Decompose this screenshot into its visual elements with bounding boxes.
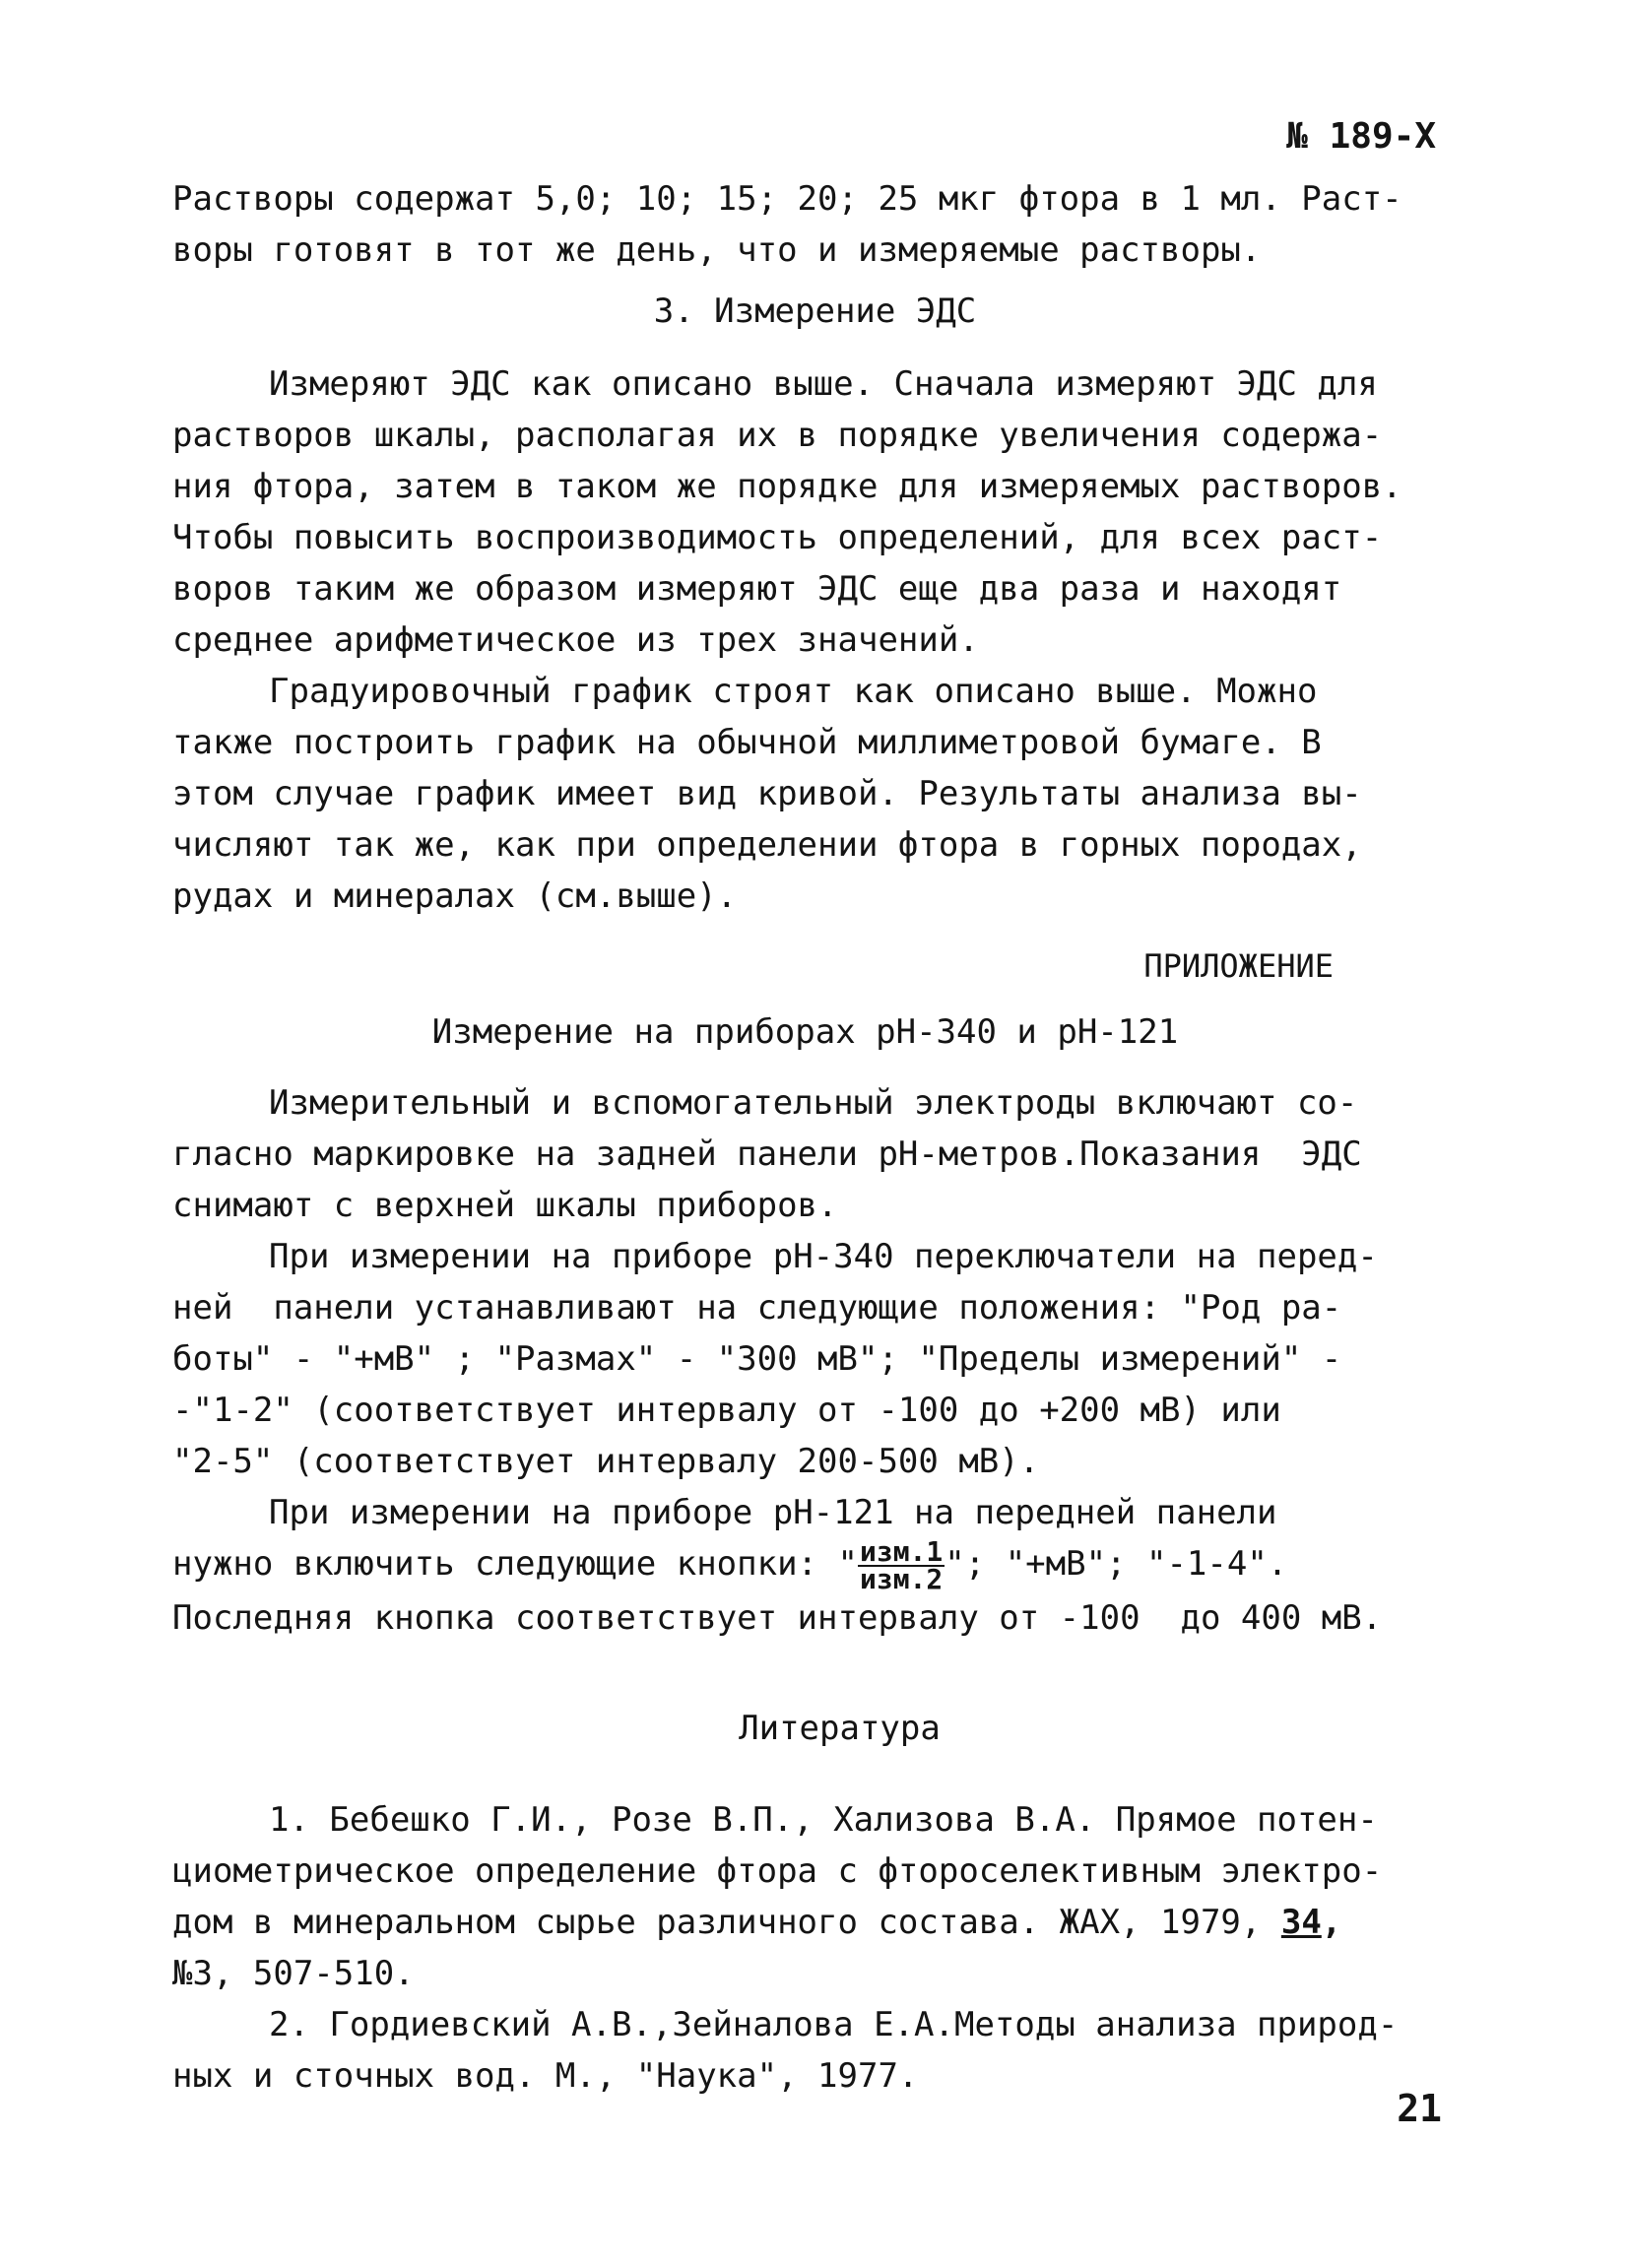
appendix-paragraph-2 xyxy=(172,1231,1438,1487)
section-heading-text: 3. Измерение ЭДС xyxy=(653,292,977,331)
text-line: 1. Бебешко Г.И., Розе В.П., Хализова В.А. Прямое потен- xyxy=(269,1800,1378,1840)
text-line: Последняя кнопка соответствует интервалу от -100 до 400 мВ. xyxy=(172,1597,1383,1638)
text-line: При измерении на приборе рН-121 на передней панели xyxy=(269,1493,1277,1532)
fraction-numerator: изм.1 xyxy=(859,1534,944,1568)
appendix-title-text: Измерение на приборах рН-340 и рН-121 xyxy=(431,1012,1179,1052)
text-line: также построить график на обычной миллиметровой бумаге. В xyxy=(172,723,1322,762)
text-line: -"1-2" (соответствует интервалу от -100 до +200 мВ) или xyxy=(172,1391,1281,1430)
text-line: числяют так же, как при определении фтора в горных породах, xyxy=(172,825,1362,865)
section3-paragraph-1 xyxy=(172,358,1438,666)
text-line: среднее арифметическое из трех значений. xyxy=(172,620,979,660)
text-line: ней панели устанавливают на следующие положения: "Род ра- xyxy=(172,1288,1342,1328)
fraction-denominator: изм.2 xyxy=(859,1562,944,1595)
text-line: циометрическое определение фтора с фтороселективным электро- xyxy=(172,1851,1383,1891)
text-fragment: "; "+мВ"; "-1-4". xyxy=(945,1544,1288,1584)
literature-heading xyxy=(172,1709,1438,1748)
reference-2 xyxy=(172,1999,1438,2102)
intro-paragraph xyxy=(172,173,1438,276)
text-line: Градуировочный график строят как описано выше. Можно xyxy=(269,672,1318,711)
text-line: снимают с верхней шкалы приборов. xyxy=(172,1186,838,1225)
text-line: рудах и минералах (см.выше). xyxy=(172,876,738,916)
text-line: боты" - "+мВ" ; "Размах" - "300 мВ"; "Пределы измерений" - xyxy=(172,1339,1342,1379)
text-line: ных и сточных вод. М., "Наука", 1977. xyxy=(172,2056,919,2096)
appendix-paragraph-1 xyxy=(172,1077,1438,1231)
text-line xyxy=(172,1897,1438,1948)
reference-1 xyxy=(172,1794,1438,1999)
text-line: Чтобы повысить воспроизводимость определений, для всех раст- xyxy=(172,518,1383,557)
appendix-paragraph-3 xyxy=(172,1487,1438,1644)
text-line: Измеряют ЭДС как описано выше. Сначала измеряют ЭДС для xyxy=(269,364,1378,404)
journal-volume: 34 xyxy=(1280,1903,1322,1942)
text-line: воры готовят в тот же день, что и измеряемые растворы. xyxy=(172,230,1262,270)
text-fragment: дом в минеральном сырье различного состава. ЖАХ, 1979, xyxy=(172,1903,1281,1942)
text-line: Растворы содержат 5,0; 10; 15; 20; 25 мкг фтора в 1 мл. Раст- xyxy=(172,179,1402,219)
text-fragment: нужно включить следующие кнопки: " xyxy=(172,1544,858,1584)
literature-heading-text: Литература xyxy=(739,1709,941,1748)
button-label-fraction xyxy=(858,1534,945,1595)
text-line: №3, 507-510. xyxy=(172,1954,415,1993)
text-line: гласно маркировке на задней панели рН-метров.Показания ЭДС xyxy=(172,1134,1362,1174)
appendix-title xyxy=(172,1012,1438,1052)
text-line: этом случае график имеет вид кривой. Результаты анализа вы- xyxy=(172,774,1362,813)
text-line: 2. Гордиевский А.В.,Зейналова Е.А.Методы анализа природ- xyxy=(269,2005,1399,2044)
section3-paragraph-2 xyxy=(172,666,1438,922)
page-number: 21 xyxy=(1397,2087,1442,2130)
text-line: воров таким же образом измеряют ЭДС еще два раза и находят xyxy=(172,569,1342,609)
text-line: "2-5" (соответствует интервалу 200-500 мВ). xyxy=(172,1442,1040,1481)
appendix-label: ПРИЛОЖЕНИЕ xyxy=(1143,947,1334,985)
text-fragment: , xyxy=(1321,1903,1342,1942)
document-number: № 189-Х xyxy=(1286,116,1436,157)
text-line: При измерении на приборе рН-340 переключатели на перед- xyxy=(269,1237,1378,1276)
text-line: растворов шкалы, располагая их в порядке увеличения содержа- xyxy=(172,416,1383,455)
section-heading xyxy=(172,292,1438,331)
text-line: Измерительный и вспомогательный электроды включают со- xyxy=(269,1083,1358,1123)
text-line: ния фтора, затем в таком же порядке для измеряемых растворов. xyxy=(172,467,1402,506)
text-line-with-fraction xyxy=(172,1534,1438,1595)
